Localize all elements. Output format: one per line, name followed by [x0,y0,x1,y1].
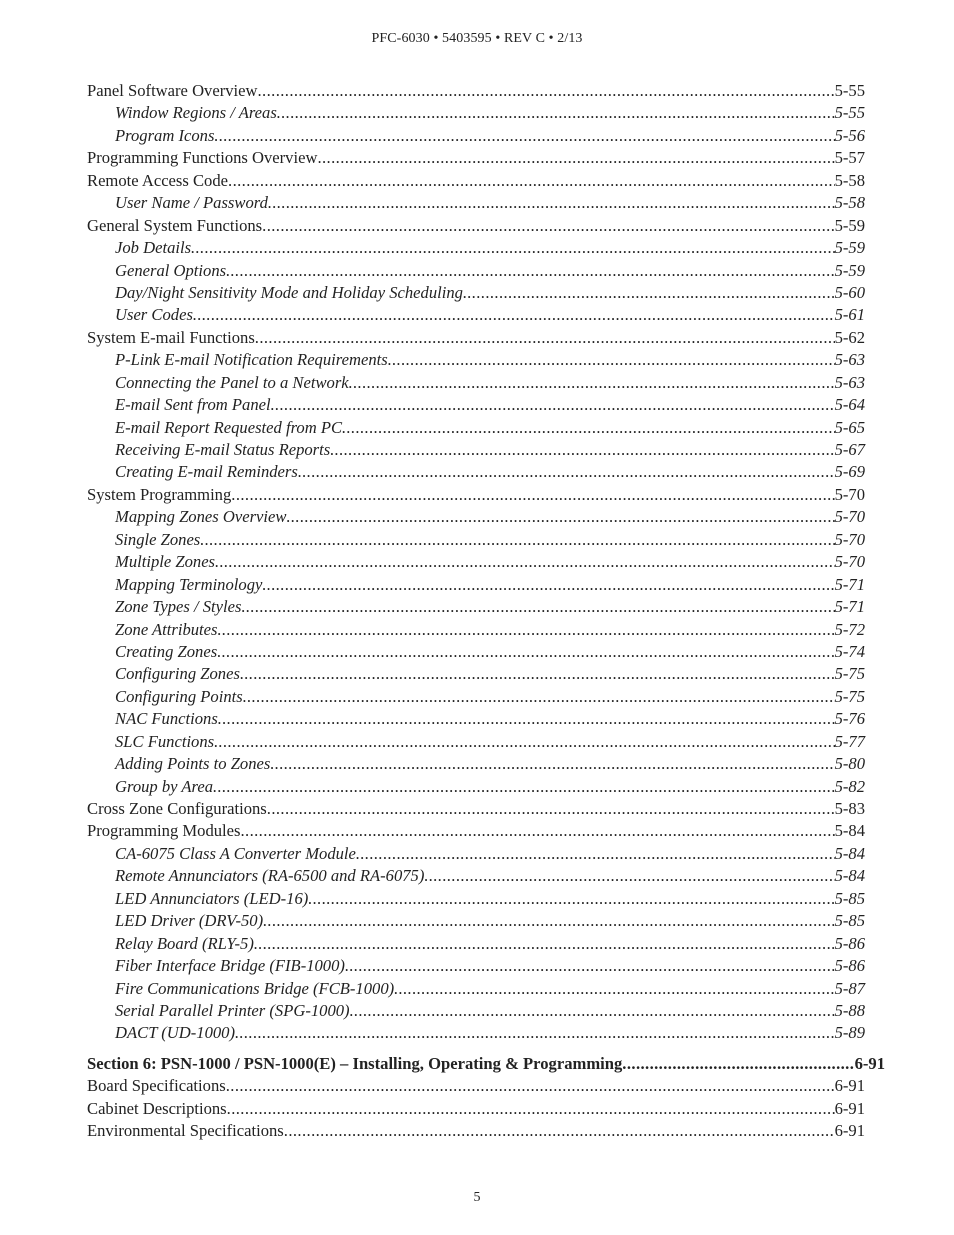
toc-entry-title: General Options [115,260,227,280]
toc-subentry [87,596,865,618]
toc-dot-leader [267,798,835,820]
toc-entry-title: System Programming [87,484,232,504]
toc-dot-leader [218,708,835,730]
toc-dot-leader [215,551,835,573]
toc-entry-title: Zone Types / Styles [115,597,242,617]
toc-entry-page: 5-83 [834,799,865,818]
toc-entry-title: Mapping Terminology [115,574,263,594]
toc-entry-title: LED Annunciators (LED-16) [115,888,309,908]
page-header: PFC-6030 • 5403595 • REV C • 2/13 [371,31,583,46]
toc-subentry [87,865,865,887]
toc-dot-leader [218,619,835,641]
toc-entry-title: Programming Modules [87,821,241,841]
toc-dot-leader [213,776,835,798]
toc-dot-leader [255,327,835,349]
toc-entry-title: Adding Points to Zones [115,754,271,774]
toc-entry-page: 5-61 [834,305,865,325]
toc-dot-leader [350,1000,835,1022]
toc-dot-leader [394,978,834,1000]
toc-subentry [87,260,865,282]
toc-dot-leader [345,955,835,977]
toc-subentry [87,439,865,461]
toc-entry-title: Creating E-mail Reminders [115,462,298,482]
toc-entry-page: 5-72 [834,619,865,639]
toc-subentry [87,102,865,124]
toc-dot-leader [228,170,835,192]
toc-dot-leader [191,237,835,259]
toc-dot-leader [235,1022,835,1044]
toc-entry-title: Window Regions / Areas [115,103,277,123]
toc-entry-page: 5-69 [834,462,865,482]
toc-entry-page: 6-91 [834,1121,865,1141]
toc-dot-leader [388,349,835,371]
toc-entry [87,484,865,506]
toc-entry-page: 6-91 [834,1076,865,1096]
toc-subentry [87,506,865,528]
toc-entry-title: E-mail Report Requested from PC [115,417,343,437]
toc-dot-leader [277,102,835,124]
toc-dot-leader [270,753,834,775]
toc-entry-page: 5-86 [834,956,865,976]
toc-subentry [87,888,865,910]
toc-entry [87,1075,865,1097]
toc-entry-title: Mapping Zones Overview [115,507,287,527]
toc-entry-title: LED Driver (DRV-50) [115,911,264,931]
toc-section-heading [87,1053,885,1075]
toc-entry [87,1098,865,1120]
toc-dot-leader [200,529,834,551]
toc-entry-title: System E-mail Functions [87,327,255,347]
toc-entry-title: Section 6: PSN-1000 / PSN-1000(E) – Installing, Operating & Programming [87,1053,623,1073]
toc-entry-title: Remote Annunciators (RA-6500 and RA-6075) [115,866,425,886]
toc-entry-page: 5-62 [834,327,865,347]
toc-dot-leader [243,686,835,708]
toc-entry-page: 5-88 [834,1000,865,1020]
toc-dot-leader [262,215,834,237]
toc-entry-page: 5-71 [834,574,865,594]
toc-entry-title: Job Details [115,238,192,258]
toc-entry-page: 5-59 [834,238,865,258]
toc-entry [87,1120,865,1142]
toc-entry-page: 5-87 [834,978,865,998]
toc-dot-leader [193,304,835,326]
toc-entry-page: 5-59 [834,215,865,235]
toc-dot-leader [286,506,834,528]
toc-dot-leader [342,417,835,439]
toc-entry-title: Fire Communications Bridge (FCB-1000) [115,978,395,998]
toc-dot-leader [349,372,835,394]
toc-subentry [87,417,865,439]
toc-entry-title: E-mail Sent from Panel [115,395,271,415]
toc-subentry [87,641,865,663]
toc-entry [87,327,865,349]
toc-entry-page: 5-85 [834,888,865,908]
toc-entry-page: 6-91 [854,1053,885,1073]
toc-entry-page: 5-60 [834,282,865,302]
toc-entry-page: 5-71 [834,597,865,617]
toc-entry [87,147,865,169]
toc-subentry [87,372,865,394]
toc-dot-leader [424,865,834,887]
toc-entry-page: 5-84 [834,866,865,886]
toc-dot-leader [317,147,834,169]
toc-entry-page: 5-57 [834,148,865,168]
toc-entry-title: DACT (UD-1000) [115,1023,235,1043]
toc-entry-page: 5-63 [834,372,865,392]
toc-entry-title: User Codes [115,305,193,325]
toc-entry-page: 5-70 [834,529,865,549]
toc-subentry [87,1000,865,1022]
toc-entry-title: CA-6075 Class A Converter Module [115,843,356,863]
page-number: 5 [473,1190,481,1205]
toc-subentry [87,619,865,641]
toc-entry-page: 5-59 [834,260,865,280]
toc-entry-title: Program Icons [115,125,215,145]
toc-entry-title: Configuring Zones [115,664,240,684]
toc-dot-leader [258,80,835,102]
toc-entry-page: 5-77 [834,731,865,751]
toc-entry-title: Cabinet Descriptions [87,1098,227,1118]
toc-entry-page: 5-75 [834,664,865,684]
toc-subentry [87,461,865,483]
toc-entry-page: 5-80 [834,754,865,774]
toc-dot-leader [254,933,835,955]
toc-subentry [87,910,865,932]
toc-dot-leader [240,663,835,685]
toc-dot-leader [231,484,834,506]
toc-entry-page: 5-76 [834,709,865,729]
toc-entry-title: NAC Functions [115,709,218,729]
toc-entry-page: 5-70 [834,552,865,572]
toc-entry-title: Serial Parallel Printer (SPG-1000) [115,1000,350,1020]
toc-entry-title: SLC Functions [115,731,215,751]
toc-entry-title: Day/Night Sensitivity Mode and Holiday Scheduling [115,282,463,302]
toc-entry-title: Programming Functions Overview [87,148,318,168]
toc-dot-leader [330,439,834,461]
toc-subentry [87,349,865,371]
toc-entry-title: General System Functions [87,215,263,235]
toc-entry-page: 5-70 [834,484,865,504]
toc-subentry [87,731,865,753]
toc-dot-leader [227,1098,835,1120]
toc-dot-leader [356,843,835,865]
toc-entry-page: 5-55 [834,81,865,100]
toc-subentry [87,708,865,730]
toc-entry-title: Environmental Specifications [87,1121,284,1141]
table-of-contents [87,80,885,1143]
toc-dot-leader [262,574,834,596]
toc-dot-leader [298,461,835,483]
toc-entry-page: 6-91 [834,1098,865,1118]
toc-dot-leader [226,1075,835,1097]
toc-subentry [87,551,865,573]
toc-entry [87,80,865,102]
toc-entry-page: 5-65 [834,417,865,437]
toc-entry-title: P-Link E-mail Notification Requirements [115,350,388,370]
toc-dot-leader [463,282,835,304]
toc-entry-title: User Name / Password [115,193,268,213]
toc-entry-title: Remote Access Code [87,170,229,190]
toc-entry-title: Cross Zone Configurations [87,799,267,818]
toc-entry-title: Zone Attributes [115,619,218,639]
toc-entry [87,798,865,820]
toc-entry-title: Panel Software Overview [87,81,258,100]
toc-dot-leader [271,394,835,416]
toc-subentry [87,125,865,147]
toc-entry-page: 5-58 [834,193,865,213]
toc-dot-leader [241,596,834,618]
toc-subentry [87,843,865,865]
toc-entry [87,215,865,237]
toc-entry [87,820,865,842]
toc-entry-title: Board Specifications [87,1076,226,1096]
toc-entry-title: Single Zones [115,529,201,549]
toc-subentry [87,237,865,259]
toc-entry-page: 5-64 [834,395,865,415]
toc-subentry [87,933,865,955]
toc-entry-title: Group by Area [115,776,214,796]
toc-subentry [87,686,865,708]
toc-dot-leader [226,260,835,282]
toc-entry-page: 5-86 [834,933,865,953]
toc-subentry [87,753,865,775]
toc-dot-leader [217,641,834,663]
toc-dot-leader [308,888,834,910]
toc-entry-title: Receiving E-mail Status Reports [115,440,331,459]
toc-dot-leader [214,731,834,753]
toc-entry-page: 5-67 [834,440,865,459]
toc-entry-page: 5-82 [834,776,865,796]
toc-subentry [87,663,865,685]
toc-subentry [87,1022,865,1044]
toc-entry-title: Fiber Interface Bridge (FIB-1000) [115,956,345,976]
toc-entry-page: 5-55 [834,103,865,123]
toc-entry-title: Relay Board (RLY-5) [115,933,254,953]
toc-entry-title: Creating Zones [115,641,218,661]
toc-subentry [87,955,865,977]
toc-entry-page: 5-75 [834,686,865,706]
toc-subentry [87,304,865,326]
toc-dot-leader [268,192,835,214]
toc-entry [87,170,865,192]
toc-dot-leader [284,1120,835,1142]
toc-subentry [87,394,865,416]
toc-entry-page: 5-56 [834,125,865,145]
toc-entry-title: Configuring Points [115,686,243,706]
toc-entry-page: 5-84 [834,821,865,841]
toc-subentry [87,978,865,1000]
toc-dot-leader [240,820,834,842]
toc-entry-title: Multiple Zones [115,552,216,572]
toc-entry-page: 5-70 [834,507,865,527]
toc-subentry [87,282,865,304]
toc-subentry [87,529,865,551]
toc-dot-leader [214,125,834,147]
toc-entry-page: 5-74 [834,641,865,661]
toc-entry-title: Connecting the Panel to a Network [115,372,349,392]
toc-entry-page: 5-89 [834,1023,865,1043]
toc-subentry [87,192,865,214]
toc-dot-leader [263,910,834,932]
toc-entry-page: 5-84 [834,843,865,863]
toc-dot-leader [622,1053,854,1075]
toc-entry-page: 5-58 [834,170,865,190]
toc-entry-page: 5-63 [834,350,865,370]
toc-entry-page: 5-85 [834,911,865,931]
toc-subentry [87,776,865,798]
toc-subentry [87,574,865,596]
